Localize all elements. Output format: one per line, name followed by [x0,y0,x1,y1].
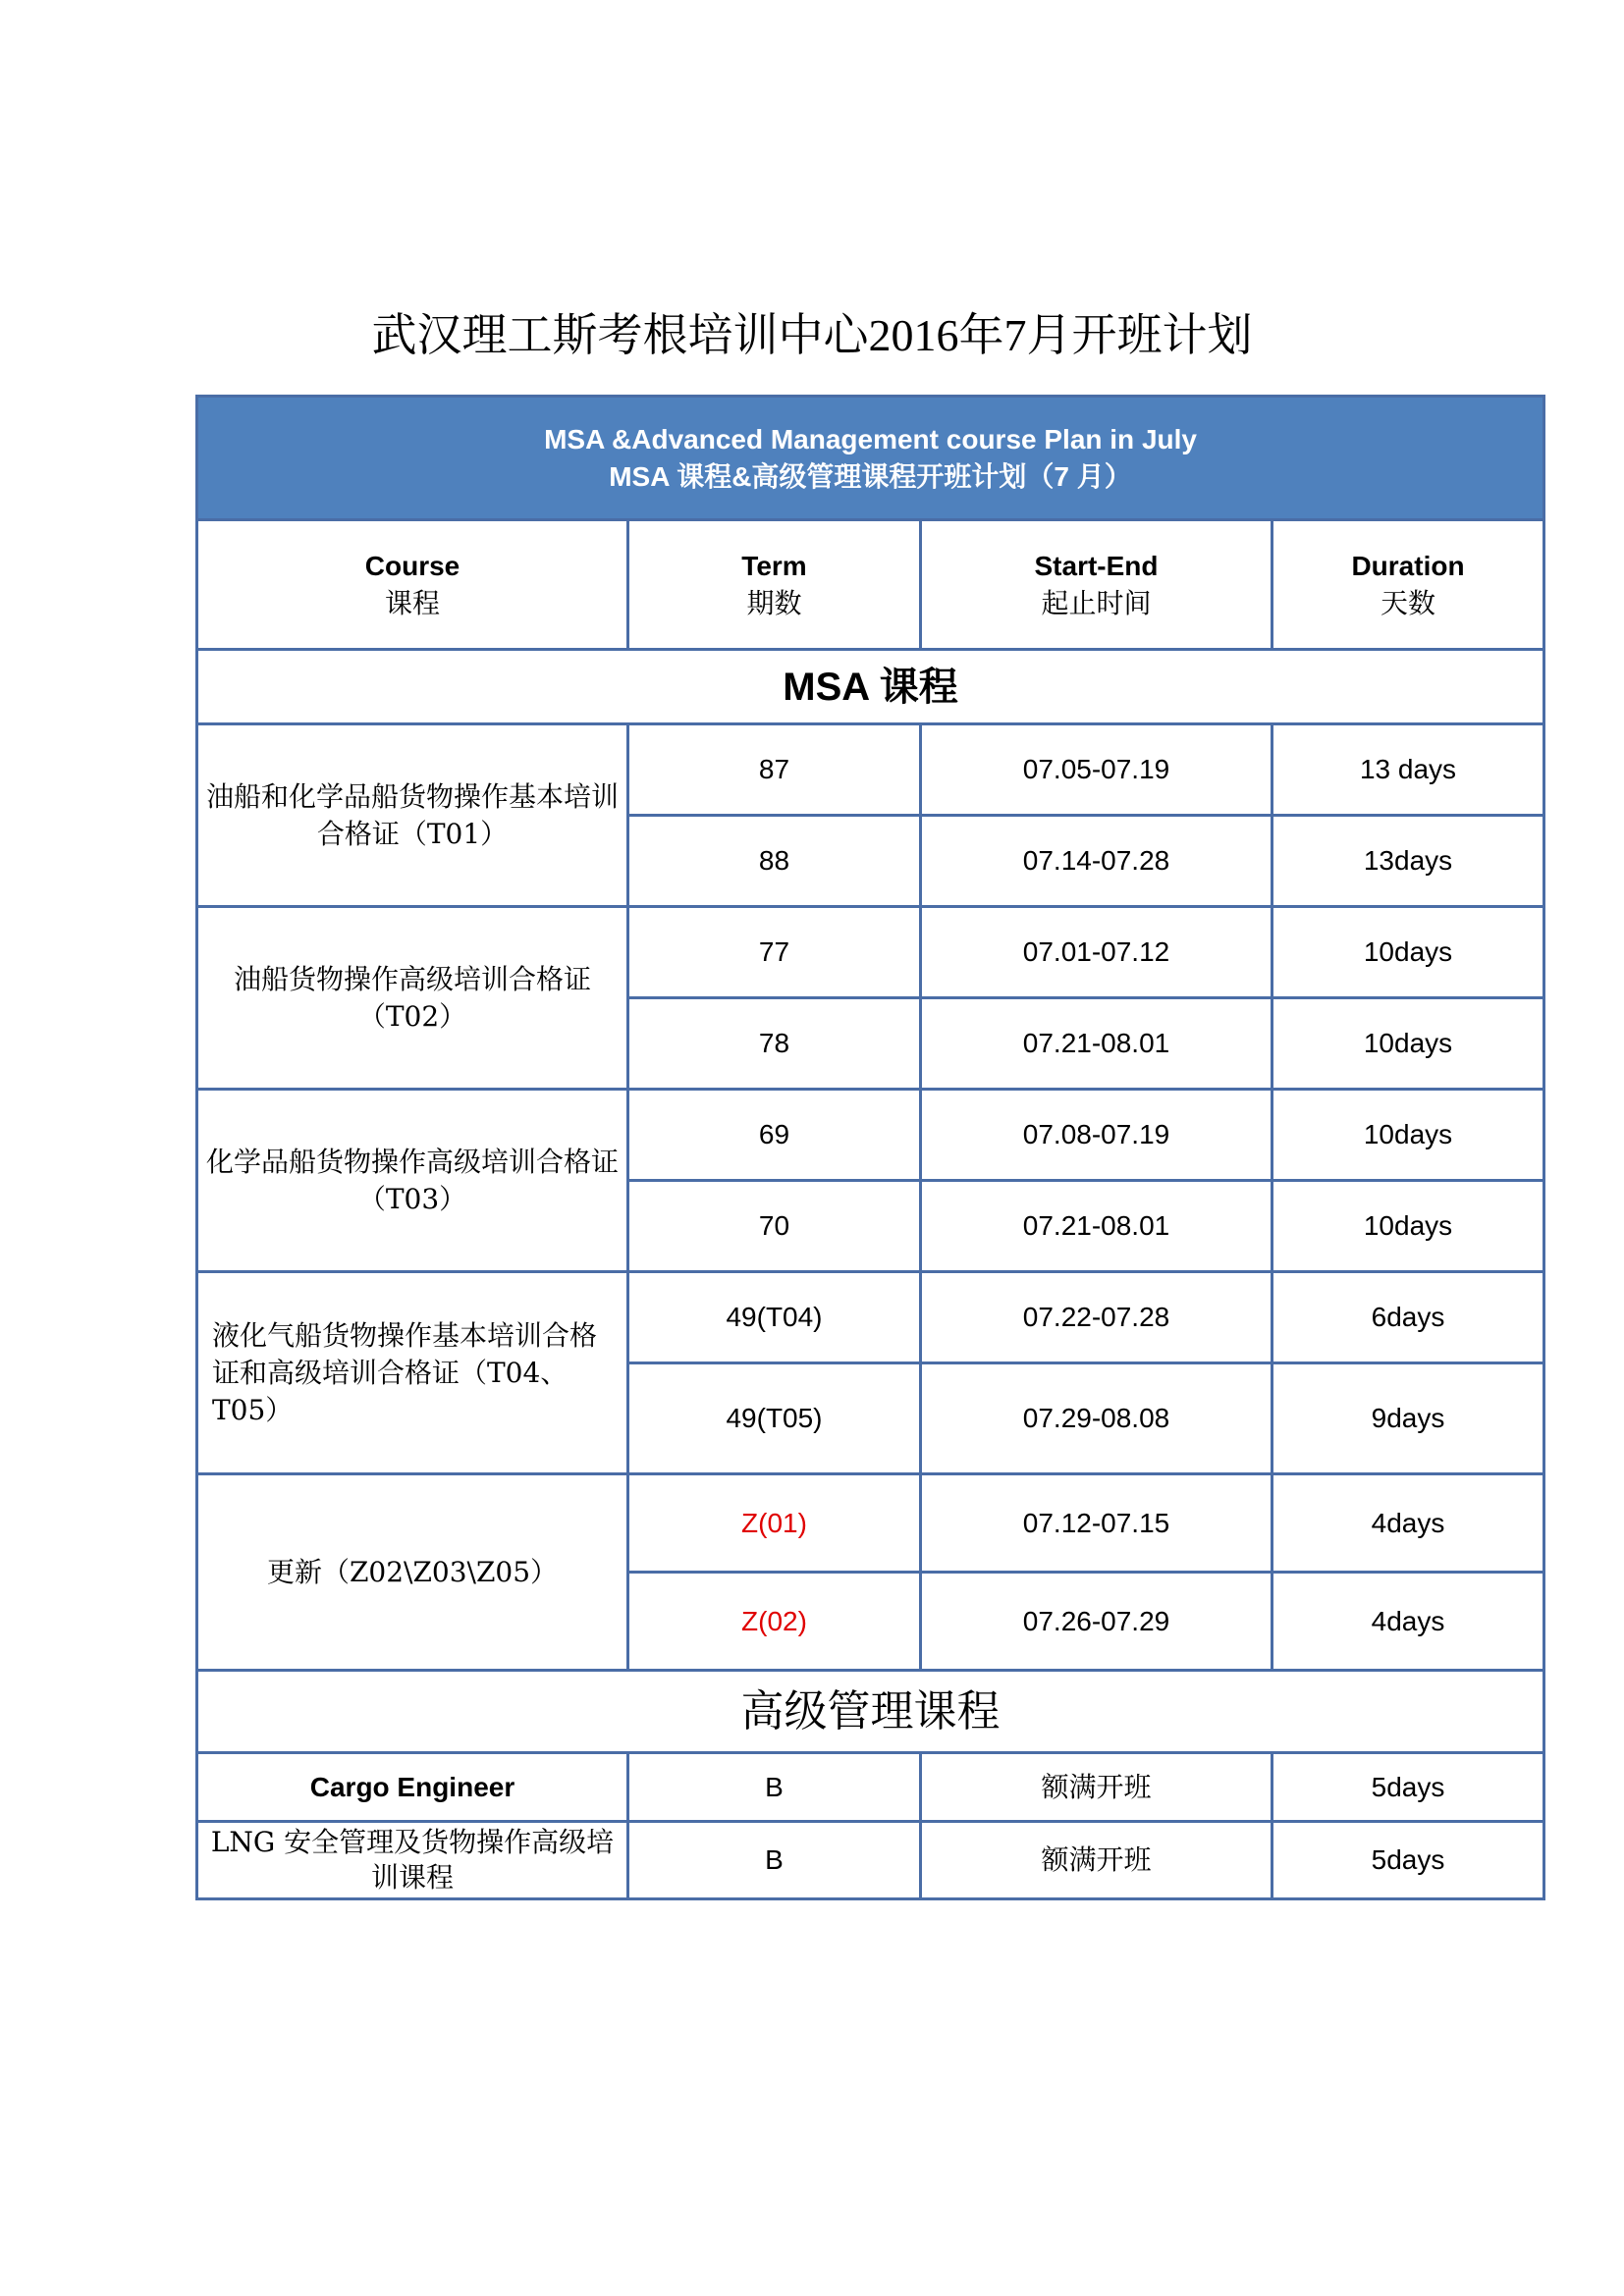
dates-cell: 07.14-07.28 [921,816,1272,907]
header-term [628,520,921,650]
duration-cell: 5days [1272,1822,1544,1899]
duration-cell: 4days [1272,1474,1544,1573]
term-cell: 88 [628,816,921,907]
course-name: Cargo Engineer [197,1753,628,1822]
course-plan-table [195,395,1545,1900]
term-cell: 49(T04) [628,1272,921,1363]
course-name: 化学品船货物操作高级培训合格证（T03） [197,1090,628,1272]
header-course-en: Course [364,550,460,581]
header-course-zh: 课程 [384,587,440,618]
dates-cell: 07.12-07.15 [921,1474,1272,1573]
dates-cell: 07.01-07.12 [921,907,1272,998]
dates-cell: 07.21-08.01 [921,1181,1272,1272]
dates-cell: 额满开班 [921,1753,1272,1822]
section-title-advanced: 高级管理课程 [197,1671,1544,1753]
duration-cell: 13 days [1272,724,1544,816]
term-cell: 87 [628,724,921,816]
course-name: 更新（Z02\Z03\Z05） [197,1474,628,1671]
duration-cell: 10days [1272,907,1544,998]
dates-cell: 07.05-07.19 [921,724,1272,816]
duration-cell: 6days [1272,1272,1544,1363]
dates-cell: 07.26-07.29 [921,1573,1272,1671]
duration-cell: 10days [1272,1181,1544,1272]
term-cell: Z(02) [628,1573,921,1671]
table-banner [197,397,1544,520]
section-row-advanced [197,1671,1544,1753]
term-cell: 70 [628,1181,921,1272]
section-title-msa: MSA 课程 [197,650,1544,724]
dates-cell: 额满开班 [921,1822,1272,1899]
dates-cell: 07.22-07.28 [921,1272,1272,1363]
term-cell: 77 [628,907,921,998]
banner-title-en: MSA &Advanced Management course Plan in July [544,423,1197,454]
header-duration-zh: 天数 [1380,587,1436,618]
dates-cell: 07.29-08.08 [921,1363,1272,1474]
header-duration-en: Duration [1351,550,1465,581]
header-term-zh: 期数 [746,587,802,618]
duration-cell: 13days [1272,816,1544,907]
header-term-en: Term [741,550,807,581]
page-title: 武汉理工斯考根培训中心2016年7月开班计划 [371,310,1253,360]
header-duration [1272,520,1544,650]
banner-title-zh: MSA 课程&高级管理课程开班计划（7 月） [609,460,1132,492]
banner-cell [197,397,1544,520]
header-course [197,520,628,650]
header-start-end [921,520,1272,650]
course-name: 液化气船货物操作基本培训合格证和高级培训合格证（T04、T05） [197,1272,628,1474]
dates-cell: 07.08-07.19 [921,1090,1272,1181]
term-cell: B [628,1753,921,1822]
course-name: LNG 安全管理及货物操作高级培训课程 [197,1822,628,1899]
duration-cell: 10days [1272,998,1544,1090]
table-row [197,724,1544,816]
duration-cell: 4days [1272,1573,1544,1671]
header-row [197,520,1544,650]
table-row [197,907,1544,998]
header-start-end-zh: 起止时间 [1041,587,1152,618]
term-cell: 49(T05) [628,1363,921,1474]
table-row [197,1474,1544,1573]
table-row [197,1753,1544,1822]
dates-cell: 07.21-08.01 [921,998,1272,1090]
course-name: 油船货物操作高级培训合格证（T02） [197,907,628,1090]
duration-cell: 10days [1272,1090,1544,1181]
table-row [197,1090,1544,1181]
duration-cell: 9days [1272,1363,1544,1474]
term-cell: 78 [628,998,921,1090]
term-cell: 69 [628,1090,921,1181]
table-row [197,1822,1544,1899]
section-row-msa [197,650,1544,724]
course-name: 油船和化学品船货物操作基本培训合格证（T01） [197,724,628,907]
duration-cell: 5days [1272,1753,1544,1822]
table-row [197,1272,1544,1363]
term-cell: Z(01) [628,1474,921,1573]
term-cell: B [628,1822,921,1899]
header-start-end-en: Start-End [1034,550,1159,581]
